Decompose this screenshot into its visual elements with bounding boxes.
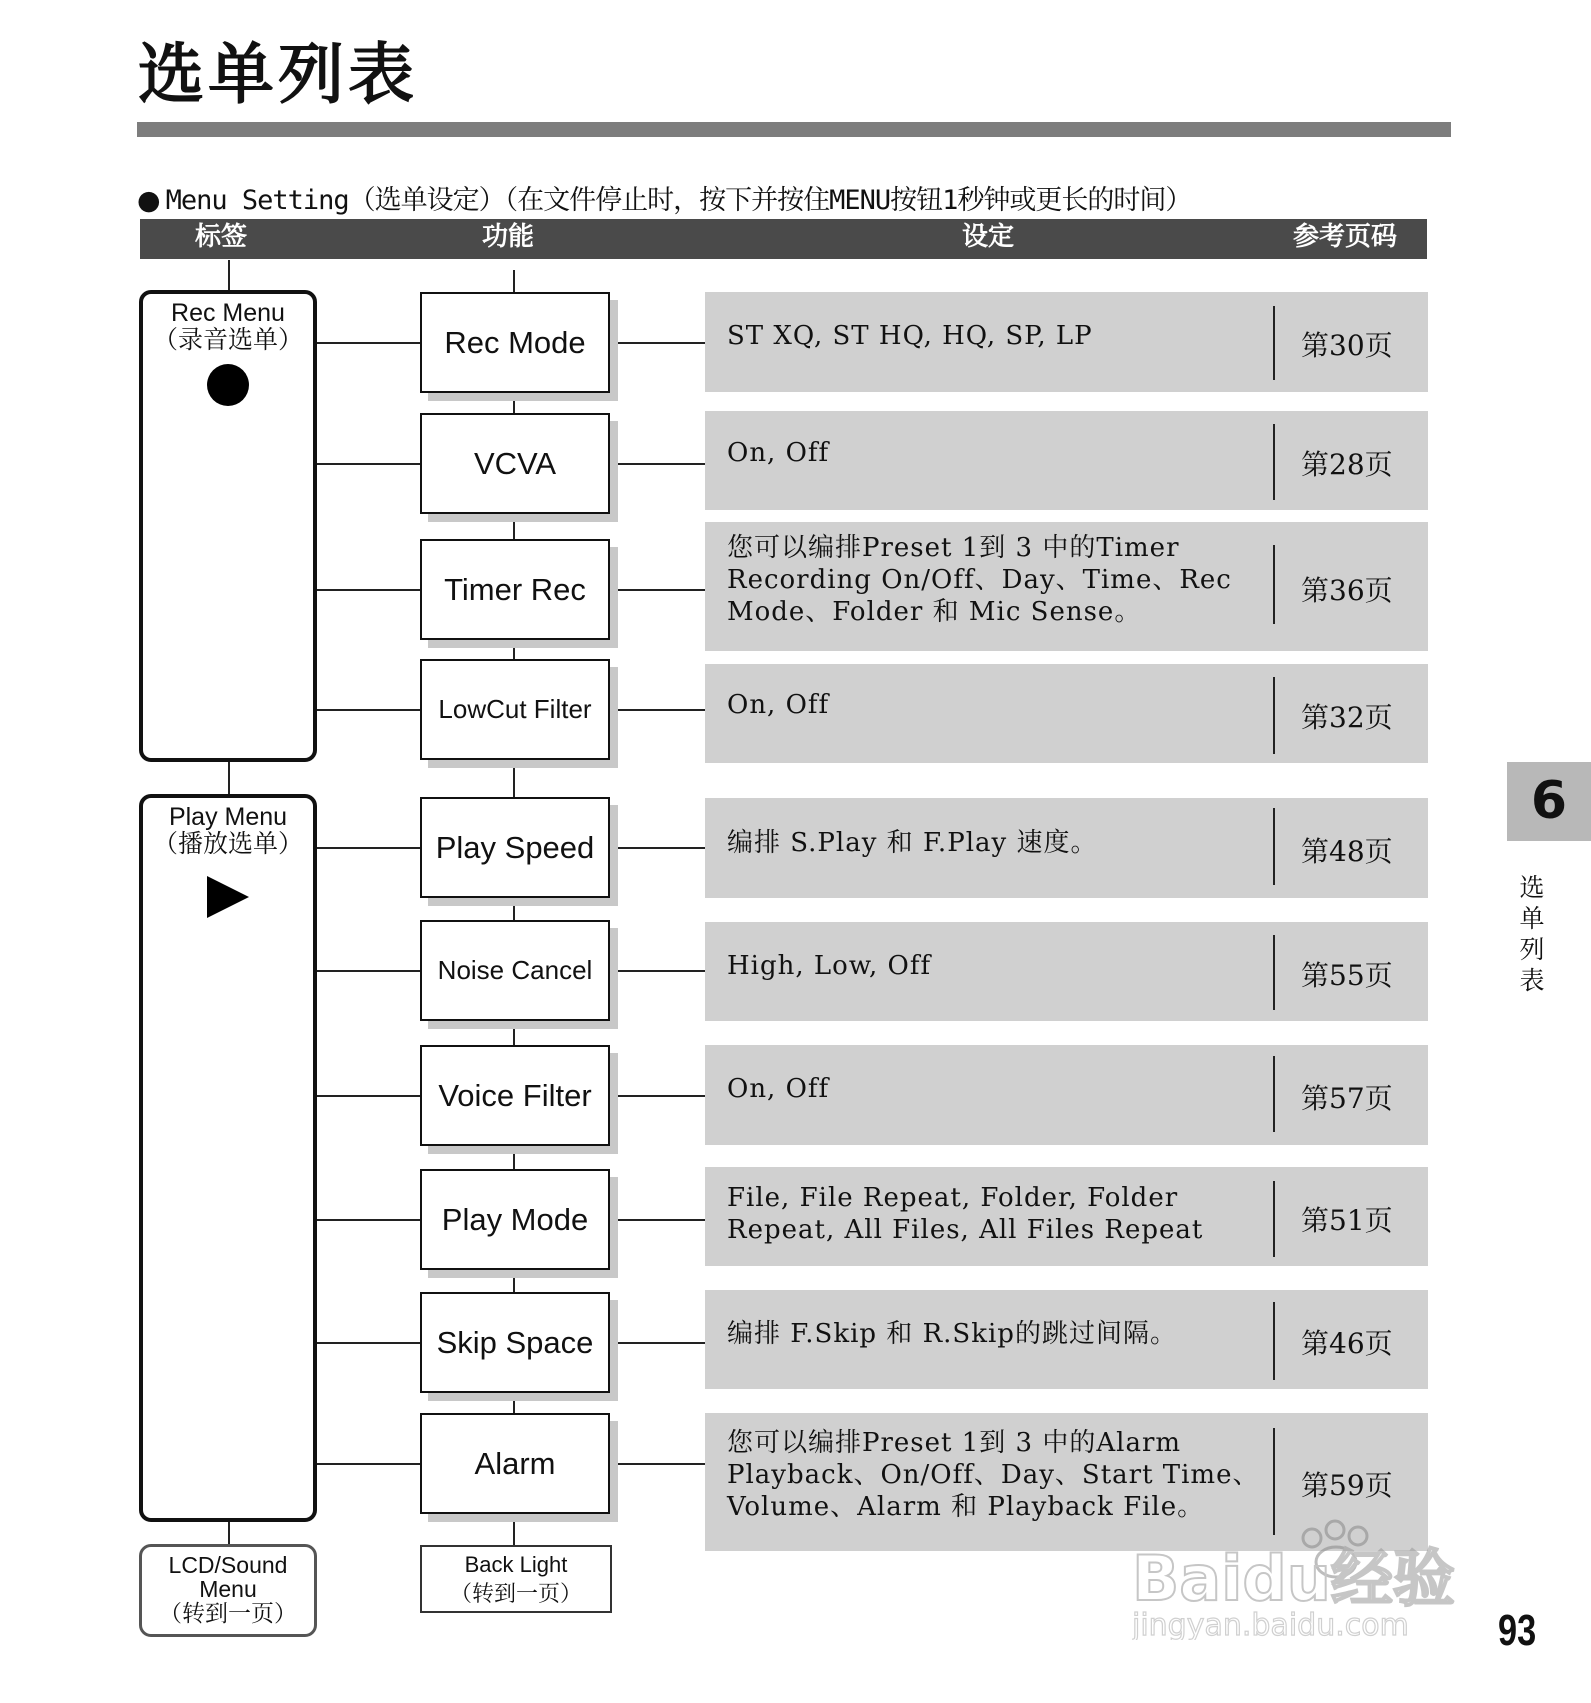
setting-divider <box>1273 808 1275 885</box>
reference-page: 第36页 <box>1301 574 1393 607</box>
rec-menu-sublabel: （录音选单） <box>152 325 303 354</box>
function-box[interactable]: Skip Space <box>420 1292 610 1393</box>
connector-line <box>610 1463 705 1465</box>
connector-line <box>317 1095 420 1097</box>
setting-row <box>705 1290 1428 1389</box>
chapter-label: 选单列表 <box>1519 873 1545 995</box>
setting-row <box>705 664 1428 763</box>
back-light-sublabel: （转到一页） <box>449 1581 582 1606</box>
function-box[interactable]: Play Speed <box>420 797 610 898</box>
setting-row <box>705 1167 1428 1266</box>
lcd-sound-label: LCD/Sound <box>168 1552 288 1578</box>
connector-line <box>610 463 705 465</box>
lcd-sound-sublabel: （转到一页） <box>159 1601 297 1627</box>
play-menu-sublabel: （播放选单） <box>152 829 303 858</box>
setting-divider <box>1273 1181 1275 1257</box>
play-menu-group[interactable] <box>139 794 317 1522</box>
connector-line <box>610 1095 705 1097</box>
rec-menu-group[interactable] <box>139 290 317 762</box>
reference-page: 第51页 <box>1301 1204 1393 1237</box>
setting-row <box>705 522 1428 651</box>
bullet-icon: ● <box>137 185 160 216</box>
header-reference-page: 参考页码 <box>1293 222 1398 252</box>
setting-text: High, Low, Off <box>727 951 932 981</box>
reference-page: 第57页 <box>1301 1082 1393 1115</box>
header-function: 功能 <box>482 222 535 252</box>
setting-row <box>705 411 1428 510</box>
function-box[interactable]: Noise Cancel <box>420 920 610 1021</box>
menu-setting-subtitle <box>137 178 1191 217</box>
connector-line <box>610 589 705 591</box>
lcd-sound-label-2: Menu <box>199 1576 257 1602</box>
setting-divider <box>1273 545 1275 624</box>
connector-line <box>317 709 420 711</box>
reference-page: 第30页 <box>1301 329 1393 362</box>
setting-divider <box>1273 1428 1275 1535</box>
connector-line <box>610 1342 705 1344</box>
header-setting: 设定 <box>962 222 1015 252</box>
tab-spine-bottom <box>228 1520 230 1545</box>
chapter-tab[interactable]: 6 <box>1507 762 1591 841</box>
play-icon <box>207 876 249 918</box>
record-icon <box>207 364 249 406</box>
connector-line <box>317 1342 420 1344</box>
rec-menu-label: Rec Menu <box>171 299 285 327</box>
tab-spine-mid <box>228 762 230 796</box>
connector-line <box>317 970 420 972</box>
function-box[interactable]: LowCut Filter <box>420 659 610 760</box>
page-title: 选单列表 <box>138 36 418 113</box>
reference-page: 第46页 <box>1301 1327 1393 1360</box>
setting-divider <box>1273 1056 1275 1132</box>
watermark-url: jingyan.baidu.com <box>1132 1608 1409 1640</box>
connector-line <box>610 342 705 344</box>
function-box[interactable]: Voice Filter <box>420 1045 610 1146</box>
setting-row <box>705 1413 1428 1551</box>
setting-row <box>705 798 1428 898</box>
setting-divider <box>1273 1302 1275 1380</box>
connector-line <box>610 970 705 972</box>
connector-line <box>317 847 420 849</box>
setting-text: 编排 F.Skip 和 R.Skip的跳过间隔。 <box>727 1319 1177 1349</box>
function-box[interactable]: Play Mode <box>420 1169 610 1270</box>
setting-text: On, Off <box>727 1074 830 1104</box>
function-box[interactable]: Alarm <box>420 1413 610 1514</box>
setting-row <box>705 1045 1428 1145</box>
back-light-box[interactable] <box>420 1545 612 1613</box>
function-box[interactable]: Timer Rec <box>420 539 610 640</box>
setting-row <box>705 922 1428 1021</box>
setting-text: On, Off <box>727 690 830 720</box>
setting-text: File, File Repeat, Folder, Folder Repeat, All Files, All Files Repeat <box>727 1183 1204 1245</box>
reference-page: 第55页 <box>1301 959 1393 992</box>
setting-text: 编排 S.Play 和 F.Play 速度。 <box>727 828 1098 858</box>
connector-line <box>610 1219 705 1221</box>
header-tab: 标签 <box>195 222 248 252</box>
setting-divider <box>1273 306 1275 380</box>
play-menu-label: Play Menu <box>168 803 288 831</box>
connector-line <box>610 709 705 711</box>
connector-line <box>317 1219 420 1221</box>
setting-text: On, Off <box>727 438 830 468</box>
connector-line <box>317 342 420 344</box>
reference-page: 第32页 <box>1301 701 1393 734</box>
setting-text: ST XQ, ST HQ, HQ, SP, LP <box>727 321 1093 351</box>
tab-spine-top <box>228 260 230 292</box>
back-light-label: Back Light <box>464 1552 568 1577</box>
watermark-brand: Baidu经验 <box>1132 1542 1455 1615</box>
table-header <box>140 219 1427 259</box>
setting-divider <box>1273 424 1275 500</box>
subtitle-text: Menu Setting（选单设定）（在文件停止时，按下并按住MENU按钮1秒钟或更长的时间） <box>165 185 1192 216</box>
setting-text: 您可以编排Preset 1到 3 中的Timer Recording On/Off、Day、Time、Rec Mode、Folder 和 Mic Sense。 <box>727 533 1232 627</box>
connector-line <box>317 463 420 465</box>
setting-row <box>705 292 1428 392</box>
reference-page: 第48页 <box>1301 835 1393 868</box>
function-box[interactable]: Rec Mode <box>420 292 610 393</box>
connector-line <box>317 1463 420 1465</box>
setting-text: 您可以编排Preset 1到 3 中的Alarm Playback、On/Off、Day、Start Time、 Volume、Alarm 和 Playback File。 <box>727 1428 1260 1522</box>
title-rule <box>137 122 1451 137</box>
connector-line <box>610 847 705 849</box>
page-number: 93 <box>1498 1606 1537 1655</box>
setting-divider <box>1273 677 1275 754</box>
reference-page: 第28页 <box>1301 448 1393 481</box>
setting-divider <box>1273 935 1275 1010</box>
reference-page: 第59页 <box>1301 1469 1393 1502</box>
function-box[interactable]: VCVA <box>420 413 610 514</box>
connector-line <box>317 589 420 591</box>
lcd-sound-menu-group[interactable] <box>139 1544 317 1637</box>
